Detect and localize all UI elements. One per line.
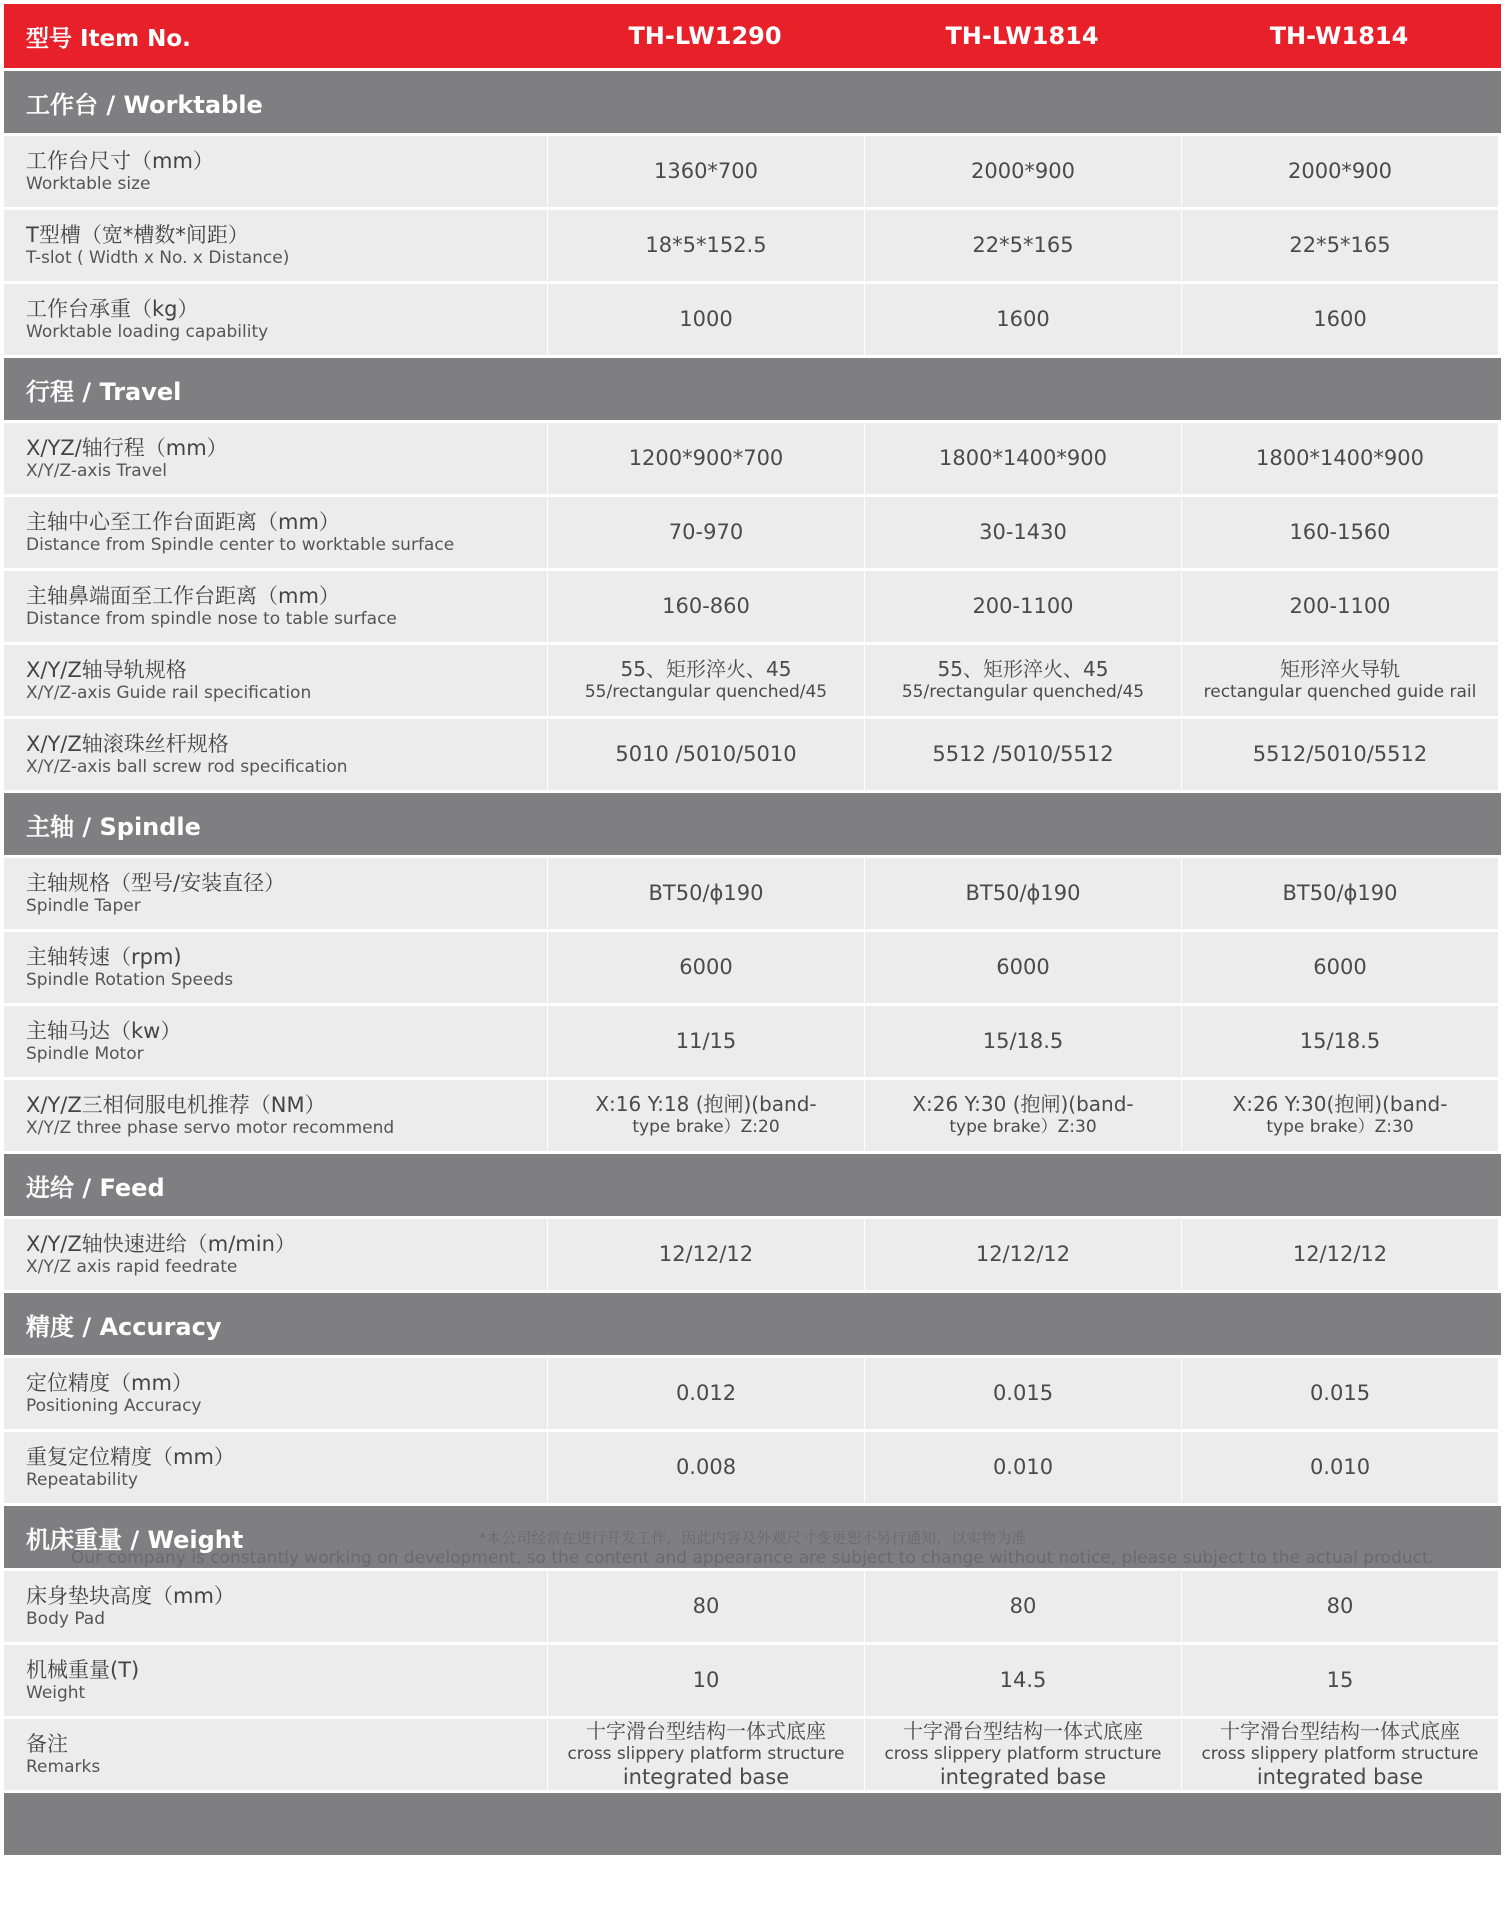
row-label-zh: X/Y/Z轴快速进给（m/min） — [26, 1232, 296, 1256]
value-cell — [548, 571, 864, 642]
row-label-zh: 主轴鼻端面至工作台距离（mm） — [26, 584, 340, 608]
row-label — [4, 719, 547, 790]
value-line: 十字滑台型结构一体式底座 — [586, 1719, 826, 1743]
value-cell — [865, 210, 1181, 281]
value-cell — [1182, 1219, 1498, 1290]
value-cell — [865, 645, 1181, 716]
row-label-zh: 床身垫块高度（mm） — [26, 1584, 235, 1608]
value-cell — [1182, 136, 1498, 207]
row-label — [4, 1645, 547, 1716]
value-line: 200-1100 — [1289, 594, 1391, 618]
row-label — [4, 1432, 547, 1503]
row-label — [4, 1080, 547, 1151]
value-cell — [548, 1080, 864, 1151]
value-cell — [548, 497, 864, 568]
value-line: integrated base — [939, 1765, 1107, 1789]
value-line: 70-970 — [668, 520, 744, 544]
value-line: 15/18.5 — [1299, 1029, 1381, 1053]
value-cell — [865, 1432, 1181, 1503]
value-cell — [865, 858, 1181, 929]
value-cell — [548, 1571, 864, 1642]
table-row — [4, 1432, 1501, 1503]
value-line: 55、矩形淬火、45 — [620, 656, 792, 681]
value-line: cross slippery platform structure — [567, 1744, 845, 1764]
value-line: 15 — [1326, 1668, 1354, 1692]
row-label-zh: 主轴转速（rpm) — [26, 945, 182, 969]
value-line: 80 — [1009, 1594, 1037, 1618]
value-line: type brake）Z:30 — [949, 1116, 1097, 1137]
value-cell — [548, 136, 864, 207]
value-line: 1360*700 — [653, 159, 759, 183]
row-label-en: Worktable loading capability — [26, 322, 269, 342]
value-line: BT50/ϕ190 — [1282, 881, 1398, 905]
value-line: 160-860 — [662, 594, 750, 618]
value-line: X:26 Y:30(抱闸)(band- — [1232, 1091, 1448, 1116]
row-label-en: Spindle Motor — [26, 1044, 144, 1064]
model-header: TH-W1814 — [1269, 22, 1409, 50]
value-line: 2000*900 — [970, 159, 1076, 183]
row-label-zh: X/Y/Z轴导轨规格 — [26, 658, 187, 682]
value-line: rectangular quenched guide rail — [1203, 681, 1477, 702]
value-line: 1000 — [679, 307, 733, 331]
table-row — [4, 1719, 1501, 1790]
value-cell — [548, 932, 864, 1003]
value-cell — [1182, 1080, 1498, 1151]
value-cell — [1182, 932, 1498, 1003]
header-row — [4, 4, 1501, 68]
value-line: 十字滑台型结构一体式底座 — [903, 1719, 1143, 1743]
section-header: 工作台 / Worktable — [4, 71, 1501, 133]
value-line: 2000*900 — [1287, 159, 1393, 183]
value-line: type brake）Z:30 — [1266, 1116, 1414, 1137]
value-cell — [1182, 1432, 1498, 1503]
row-label-en: Weight — [26, 1683, 86, 1703]
row-label-zh: 主轴中心至工作台面距离（mm） — [26, 510, 340, 534]
section-header: 精度 / Accuracy — [4, 1293, 1501, 1355]
table-row — [4, 932, 1501, 1003]
value-line: 0.012 — [675, 1381, 737, 1405]
value-line: X:16 Y:18 (抱闸)(band- — [595, 1091, 817, 1116]
value-cell — [548, 1006, 864, 1077]
row-label — [4, 571, 547, 642]
value-cell — [548, 1432, 864, 1503]
model-header: TH-LW1290 — [628, 22, 782, 50]
value-line: integrated base — [622, 1765, 790, 1789]
value-line: 22*5*165 — [1289, 233, 1391, 257]
value-cell — [548, 210, 864, 281]
table-row — [4, 1358, 1501, 1429]
value-line: 0.008 — [675, 1455, 737, 1479]
value-cell — [865, 719, 1181, 790]
value-line: 十字滑台型结构一体式底座 — [1220, 1719, 1460, 1743]
value-line: 80 — [1326, 1594, 1354, 1618]
value-cell — [548, 645, 864, 716]
value-cell — [548, 1645, 864, 1716]
row-label-en: X/Y/Z-axis Guide rail specification — [26, 683, 312, 703]
row-label — [4, 1219, 547, 1290]
table-row — [4, 1006, 1501, 1077]
value-cell — [1182, 210, 1498, 281]
value-cell — [1182, 571, 1498, 642]
model-header: TH-LW1814 — [945, 22, 1099, 50]
value-cell — [1182, 1571, 1498, 1642]
value-line: X:26 Y:30 (抱闸)(band- — [912, 1091, 1134, 1116]
value-cell — [1182, 1358, 1498, 1429]
value-line: 1600 — [1313, 307, 1367, 331]
value-line: 0.010 — [992, 1455, 1054, 1479]
value-cell — [865, 497, 1181, 568]
row-label-en: Repeatability — [26, 1470, 138, 1490]
value-line: 6000 — [679, 955, 733, 979]
value-cell — [548, 423, 864, 494]
value-cell — [548, 719, 864, 790]
value-cell — [865, 284, 1181, 355]
table-row — [4, 1645, 1501, 1716]
value-cell — [1182, 423, 1498, 494]
table-row — [4, 1080, 1501, 1151]
row-label-en: Remarks — [26, 1757, 101, 1777]
section-header: 机床重量 / Weight — [4, 1506, 1501, 1568]
value-line: 0.010 — [1309, 1455, 1371, 1479]
value-cell — [1182, 645, 1498, 716]
table-row — [4, 136, 1501, 207]
value-cell — [865, 136, 1181, 207]
table-row — [4, 284, 1501, 355]
value-line: 200-1100 — [972, 594, 1074, 618]
value-line: 1600 — [996, 307, 1050, 331]
value-cell — [548, 1358, 864, 1429]
value-line: 14.5 — [999, 1668, 1047, 1692]
row-label-zh: 定位精度（mm） — [26, 1371, 193, 1395]
row-label — [4, 1006, 547, 1077]
row-label-zh: T型槽（宽*槽数*间距） — [26, 223, 249, 247]
value-line: 0.015 — [1309, 1381, 1371, 1405]
row-label-en: Worktable size — [26, 174, 151, 194]
row-label-en: Distance from spindle nose to table surface — [26, 609, 397, 629]
row-label — [4, 858, 547, 929]
row-label-zh: 备注 — [26, 1732, 68, 1756]
row-label — [4, 1719, 547, 1790]
row-label-en: X/Y/Z-axis Travel — [26, 461, 167, 481]
row-label-en: Distance from Spindle center to worktable surface — [26, 535, 455, 555]
row-label-zh: X/Y/Z三相伺服电机推荐（NM） — [26, 1093, 326, 1117]
row-label-en: Spindle Rotation Speeds — [26, 970, 234, 990]
row-label-zh: 机械重量(T) — [26, 1658, 140, 1682]
value-line: 55/rectangular quenched/45 — [584, 681, 828, 702]
footer-note-zh: *本公司经常在进行开发工作，因此内容及外观尺寸变更恕不另行通知，以实物为准 — [478, 1529, 1027, 1547]
value-cell — [548, 1219, 864, 1290]
value-line: integrated base — [1256, 1765, 1424, 1789]
value-line: 12/12/12 — [975, 1242, 1071, 1266]
value-line: cross slippery platform structure — [884, 1744, 1162, 1764]
footer-note-en: Our company is constantly working on development, so the content and appearance are subject to change without notice, please subject to the actual product. — [70, 1548, 1435, 1568]
table-row — [4, 423, 1501, 494]
value-cell — [865, 1719, 1181, 1790]
value-line: 15/18.5 — [982, 1029, 1064, 1053]
row-label — [4, 284, 547, 355]
value-cell — [865, 1358, 1181, 1429]
value-line: BT50/ϕ190 — [965, 881, 1081, 905]
value-cell — [548, 284, 864, 355]
table-row — [4, 1571, 1501, 1642]
section-header: 主轴 / Spindle — [4, 793, 1501, 855]
value-cell — [1182, 1719, 1498, 1790]
row-label-zh: X/YZ/轴行程（mm） — [26, 436, 228, 460]
value-line: 1800*1400*900 — [939, 446, 1107, 470]
value-cell — [865, 1645, 1181, 1716]
value-line: 矩形淬火导轨 — [1280, 656, 1400, 681]
value-line: 160-1560 — [1289, 520, 1391, 544]
row-label — [4, 497, 547, 568]
table-row — [4, 497, 1501, 568]
section-header: 行程 / Travel — [4, 358, 1501, 420]
value-line: 22*5*165 — [972, 233, 1074, 257]
value-cell — [1182, 1645, 1498, 1716]
value-cell — [865, 1080, 1181, 1151]
row-label — [4, 1571, 547, 1642]
value-line: 6000 — [1313, 955, 1367, 979]
row-label — [4, 136, 547, 207]
row-label-en: Body Pad — [26, 1609, 106, 1629]
row-label-zh: 主轴规格（型号/安装直径） — [26, 871, 286, 895]
item-no-label: 型号 Item No. — [26, 25, 191, 52]
value-cell — [1182, 719, 1498, 790]
value-line: 12/12/12 — [658, 1242, 754, 1266]
value-cell — [548, 1719, 864, 1790]
value-line: 5512/5010/5512 — [1252, 742, 1428, 766]
row-label-en: Spindle Taper — [26, 896, 141, 916]
row-label — [4, 210, 547, 281]
value-line: 55/rectangular quenched/45 — [901, 681, 1145, 702]
value-cell — [1182, 284, 1498, 355]
row-label — [4, 1358, 547, 1429]
value-line: 0.015 — [992, 1381, 1054, 1405]
value-line: 11/15 — [675, 1029, 737, 1053]
value-line: type brake）Z:20 — [632, 1116, 780, 1137]
table-row — [4, 210, 1501, 281]
row-label-zh: X/Y/Z轴滚珠丝杆规格 — [26, 732, 229, 756]
value-cell — [548, 858, 864, 929]
value-cell — [865, 1219, 1181, 1290]
value-cell — [865, 932, 1181, 1003]
value-line: cross slippery platform structure — [1201, 1744, 1479, 1764]
bottom-band — [4, 1793, 1501, 1855]
value-line: 80 — [692, 1594, 720, 1618]
row-label-zh: 工作台尺寸（mm） — [26, 149, 214, 173]
value-cell — [1182, 497, 1498, 568]
value-line: 18*5*152.5 — [645, 233, 767, 257]
row-label-en: X/Y/Z axis rapid feedrate — [26, 1257, 238, 1277]
section-header: 进给 / Feed — [4, 1154, 1501, 1216]
row-label-zh: 主轴马达（kw） — [26, 1019, 182, 1043]
table-row — [4, 1219, 1501, 1290]
value-line: 10 — [692, 1668, 720, 1692]
row-label — [4, 423, 547, 494]
value-line: 1200*900*700 — [628, 446, 784, 470]
table-row — [4, 645, 1501, 716]
value-cell — [865, 571, 1181, 642]
value-line: 55、矩形淬火、45 — [937, 656, 1109, 681]
value-cell — [865, 423, 1181, 494]
row-label-en: X/Y/Z three phase servo motor recommend — [26, 1118, 395, 1138]
value-cell — [1182, 858, 1498, 929]
value-line: 30-1430 — [979, 520, 1067, 544]
value-cell — [865, 1571, 1181, 1642]
value-cell — [865, 1006, 1181, 1077]
row-label-en: Positioning Accuracy — [26, 1396, 202, 1416]
row-label-en: X/Y/Z-axis ball screw rod specification — [26, 757, 348, 777]
table-row — [4, 719, 1501, 790]
value-line: BT50/ϕ190 — [648, 881, 764, 905]
value-line: 12/12/12 — [1292, 1242, 1388, 1266]
value-line: 6000 — [996, 955, 1050, 979]
row-label-zh: 重复定位精度（mm） — [26, 1445, 235, 1469]
value-line: 1800*1400*900 — [1256, 446, 1424, 470]
row-label-en: T-slot ( Width x No. x Distance) — [26, 248, 290, 268]
table-row — [4, 571, 1501, 642]
row-label — [4, 932, 547, 1003]
value-cell — [1182, 1006, 1498, 1077]
value-line: 5010 /5010/5010 — [615, 742, 797, 766]
row-label — [4, 645, 547, 716]
spec-table — [4, 4, 1501, 1855]
row-label-zh: 工作台承重（kg） — [26, 297, 199, 321]
table-row — [4, 858, 1501, 929]
value-line: 5512 /5010/5512 — [932, 742, 1114, 766]
